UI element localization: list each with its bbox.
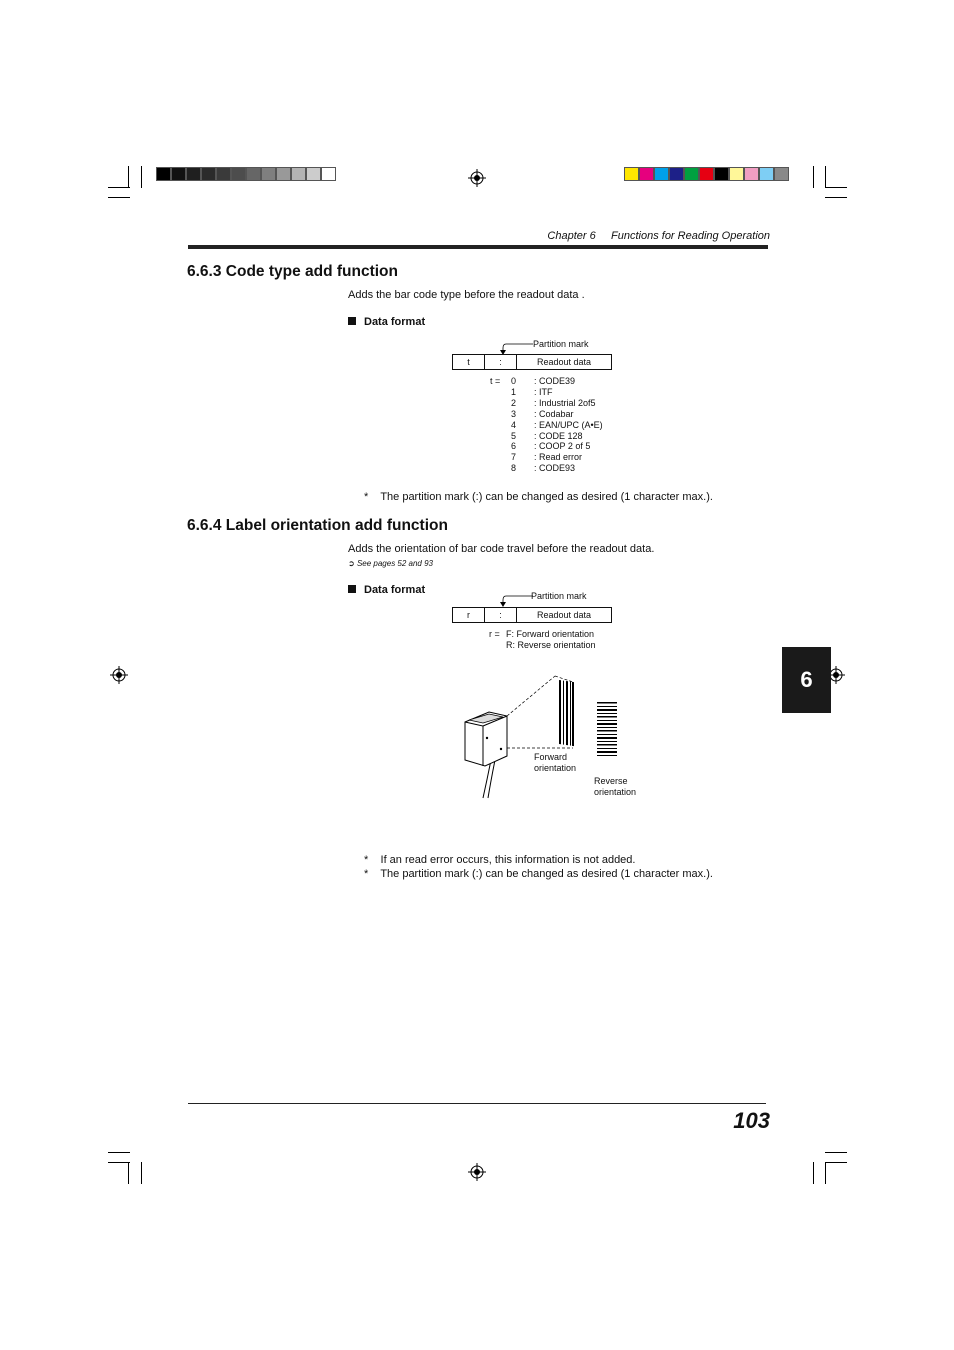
section-663-description: Adds the bar code type before the readout data . — [348, 289, 585, 301]
forward-orientation-label-1: Forward — [534, 752, 568, 762]
color-swatch — [216, 167, 231, 181]
color-bar-right — [624, 167, 789, 181]
registration-mark-icon — [468, 169, 486, 187]
code-type-row — [490, 387, 603, 398]
code-name: : COOP 2 of 5 — [534, 441, 591, 452]
partition-mark-label: Partition mark — [533, 339, 589, 349]
code-number: 1 — [510, 386, 516, 397]
orientation-forward: F: Forward orientation — [506, 629, 595, 639]
color-swatch — [186, 167, 201, 181]
section-heading-664: 6.6.4 Label orientation add function — [187, 517, 448, 534]
code-type-row — [490, 463, 603, 474]
registration-mark-icon — [468, 1163, 486, 1181]
note-664-2: * The partition mark (:) can be changed as desired (1 character max.). — [364, 868, 713, 880]
code-type-row — [490, 441, 603, 452]
code-name: : CODE 128 — [534, 430, 583, 441]
color-swatch — [684, 167, 699, 181]
color-bar-left — [156, 167, 336, 181]
code-prefix — [490, 409, 508, 420]
color-swatch — [669, 167, 684, 181]
color-swatch — [246, 167, 261, 181]
color-swatch — [744, 167, 759, 181]
code-prefix — [490, 420, 508, 431]
data-format-table-663 — [452, 354, 612, 370]
section-664-description: Adds the orientation of bar code travel before the readout data. — [348, 543, 655, 555]
chapter-tab: 6 — [782, 647, 831, 713]
code-type-row — [490, 420, 603, 431]
chapter-title: Functions for Reading Operation — [611, 230, 770, 242]
code-name: : CODE93 — [534, 463, 576, 474]
color-swatch — [759, 167, 774, 181]
color-swatch — [624, 167, 639, 181]
note-664-1: * If an read error occurs, this information is not added. — [364, 854, 636, 866]
orientation-prefix: r = — [489, 629, 500, 639]
color-swatch — [306, 167, 321, 181]
code-type-row — [490, 431, 603, 442]
orientation-cell: r — [453, 608, 485, 623]
color-swatch — [171, 167, 186, 181]
orientation-reverse: R: Reverse orientation — [506, 640, 596, 650]
code-prefix — [490, 463, 508, 474]
partition-mark-label: Partition mark — [531, 591, 587, 601]
color-swatch — [201, 167, 216, 181]
partition-cell: : — [485, 608, 517, 623]
code-name: : CODE39 — [534, 376, 576, 386]
square-bullet-icon — [348, 585, 356, 593]
readout-cell: Readout data — [517, 608, 612, 623]
code-type-row — [490, 398, 603, 409]
code-type-row — [490, 452, 603, 463]
running-header — [547, 230, 770, 242]
color-swatch — [774, 167, 789, 181]
code-type-list — [490, 376, 603, 474]
partition-cell: : — [485, 355, 517, 370]
code-number: 0 — [510, 376, 516, 386]
color-swatch — [729, 167, 744, 181]
code-number: 3 — [510, 408, 516, 419]
code-prefix — [490, 398, 508, 409]
color-swatch — [699, 167, 714, 181]
code-type-row — [490, 409, 603, 420]
code-prefix — [490, 431, 508, 442]
code-number: 6 — [510, 441, 516, 452]
code-number: 8 — [510, 463, 516, 474]
color-swatch — [156, 167, 171, 181]
chapter-label: Chapter 6 — [547, 230, 596, 242]
code-number: 2 — [510, 397, 516, 408]
code-prefix: t = — [490, 376, 501, 386]
code-number: 7 — [510, 452, 516, 463]
footer-rule — [188, 1103, 766, 1104]
color-swatch — [231, 167, 246, 181]
color-swatch — [321, 167, 336, 181]
note-663: * The partition mark (:) can be changed as desired (1 character max.). — [364, 491, 713, 503]
color-swatch — [639, 167, 654, 181]
code-prefix — [490, 387, 508, 398]
code-name: : ITF — [534, 386, 553, 397]
color-swatch — [654, 167, 669, 181]
forward-orientation-label-2: orientation — [534, 763, 577, 773]
code-number: 5 — [510, 430, 516, 441]
code-name: : Codabar — [534, 408, 574, 419]
code-name: : Industrial 2of5 — [534, 397, 596, 408]
forward-barcode-icon — [559, 680, 574, 746]
registration-mark-icon — [110, 666, 128, 684]
reverse-orientation-label-2: orientation — [594, 787, 637, 797]
readout-cell: Readout data — [517, 355, 612, 370]
partition-mark-pointer-icon — [498, 592, 534, 608]
color-swatch — [291, 167, 306, 181]
square-bullet-icon — [348, 317, 356, 325]
code-prefix — [490, 452, 508, 463]
header-rule — [188, 245, 768, 249]
section-heading-663: 6.6.3 Code type add function — [187, 263, 398, 280]
color-swatch — [261, 167, 276, 181]
code-prefix — [490, 441, 508, 452]
code-number: 4 — [510, 419, 516, 430]
arrow-icon: ➲ — [348, 559, 357, 568]
data-format-label-664: Data format — [348, 584, 425, 596]
see-pages-link[interactable]: ➲ See pages 52 and 93 — [348, 559, 434, 568]
code-type-row — [490, 376, 603, 387]
code-name: : Read error — [534, 452, 583, 463]
color-swatch — [276, 167, 291, 181]
reverse-barcode-icon — [597, 702, 617, 756]
color-swatch — [714, 167, 729, 181]
data-format-table-664 — [452, 607, 612, 623]
type-cell: t — [453, 355, 485, 370]
code-name: : EAN/UPC (A•E) — [534, 419, 603, 430]
reverse-orientation-label-1: Reverse — [594, 776, 628, 786]
data-format-label-663: Data format — [348, 316, 425, 328]
page-number: 103 — [733, 1108, 770, 1133]
